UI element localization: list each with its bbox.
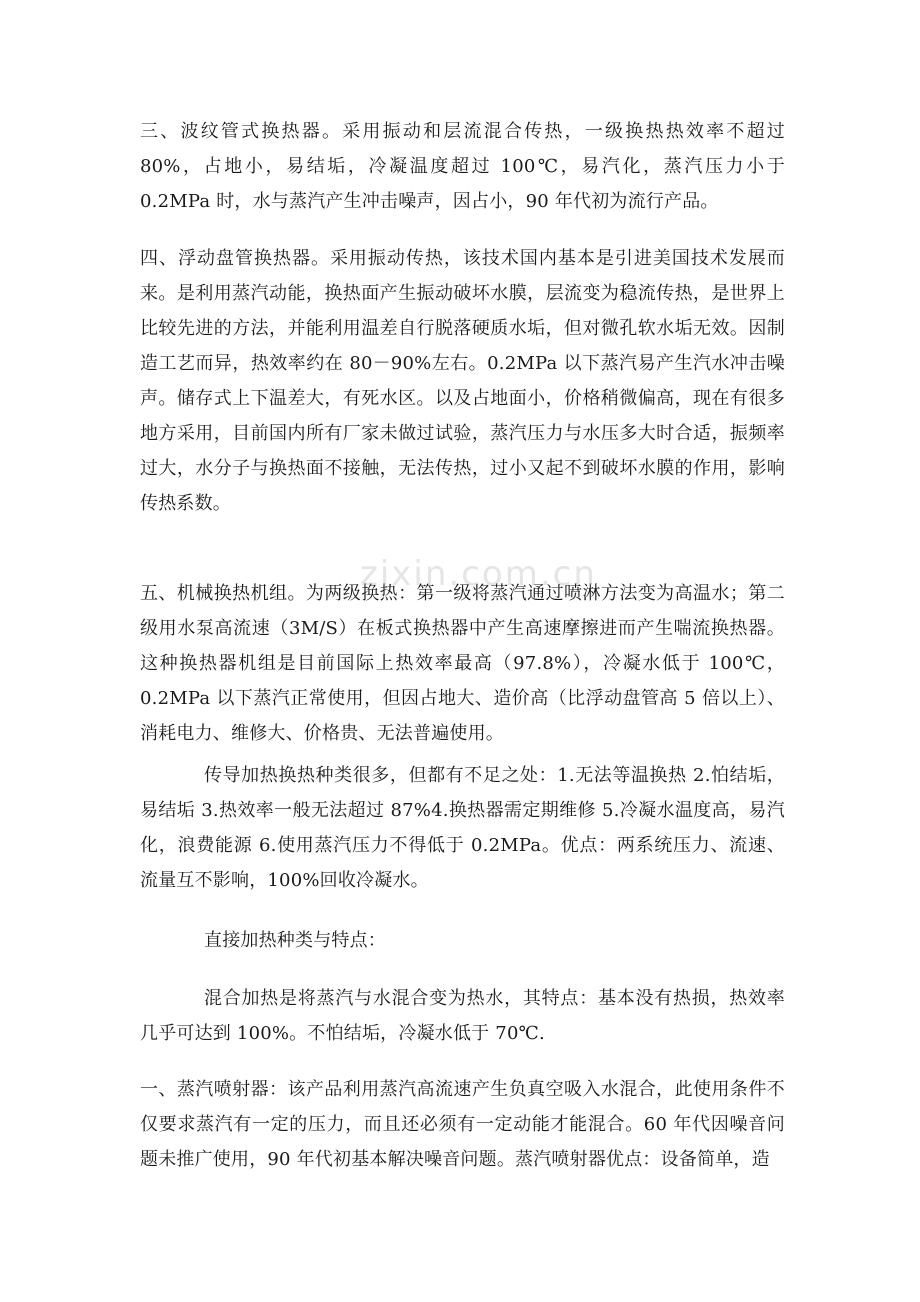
paragraph-mixing-heating: 混合加热是将蒸汽与水混合变为热水，其特点：基本没有热损，热效率几乎可达到 100%。不怕结垢，冷凝水低于 70℃.	[140, 988, 785, 1044]
paragraph-mechanical-exchange-unit: 五、机械换热机组。为两级换热：第一级将蒸汽通过喷淋方法变为高温水；第二级用水泵高流速（3M/S）在板式换热器中产生高速摩擦进而产生喘流换热器。这种换热器机组是目前国际上热效率最高（97.8%），冷凝水低于 100℃，0.2MPa 以下蒸汽正常使用，但因占地大、造价高（比浮动盘管高 5 倍以上）、消耗电力、维修大、价格贵、无法普遍使用。	[140, 583, 785, 744]
site-watermark: zixin.com.cn	[360, 554, 597, 594]
paragraph-conductive-heating-summary: 传导加热换热种类很多，但都有不足之处：1.无法等温换热 2.怕结垢，易结垢 3.热效率一般无法超过 87%4.换热器需定期维修 5.冷凝水温度高，易汽化，浪费能源 6.使用蒸汽压力不得低于 0.2MPa。优点：两系统压力、流速、流量互不影响，100%回收冷凝水。	[140, 765, 785, 891]
paragraph-corrugated-tube-exchanger: 三、波纹管式换热器。采用振动和层流混合传热，一级换热热效率不超过 80%，占地小，易结垢，冷凝温度超过 100℃，易汽化，蒸汽压力小于 0.2MPa 时，水与蒸汽产生冲击噪声，因占小，90 年代初为流行产品。	[140, 121, 785, 212]
paragraph-direct-heating-heading: 直接加热种类与特点：	[204, 930, 386, 951]
paragraph-steam-injector: 一、蒸汽喷射器：该产品利用蒸汽高流速产生负真空吸入水混合，此使用条件不仅要求蒸汽有一定的压力，而且还必须有一定动能才能混合。60 年代因噪音问题未推广使用，90 年代初基本解决噪音问题。蒸汽喷射器优点：设备简单，造	[140, 1079, 785, 1170]
paragraph-floating-coil-exchanger: 四、浮动盘管换热器。采用振动传热，该技术国内基本是引进美国技术发展而来。是利用蒸汽动能，换热面产生振动破坏水膜，层流变为稳流传热，是世界上比较先进的方法，并能利用温差自行脱落硬质水垢，但对微孔软水垢无效。因制造工艺而异，热效率约在 80－90%左右。0.2MPa 以下蒸汽易产生汽水冲击噪声。储存式上下温差大，有死水区。以及占地面小，价格稍微偏高，现在有很多地方采用，目前国内所有厂家未做过试验，蒸汽压力与水压多大时合适，振频率过大，水分子与换热面不接触，无法传热，过小又起不到破坏水膜的作用，影响传热系数。	[140, 248, 785, 514]
